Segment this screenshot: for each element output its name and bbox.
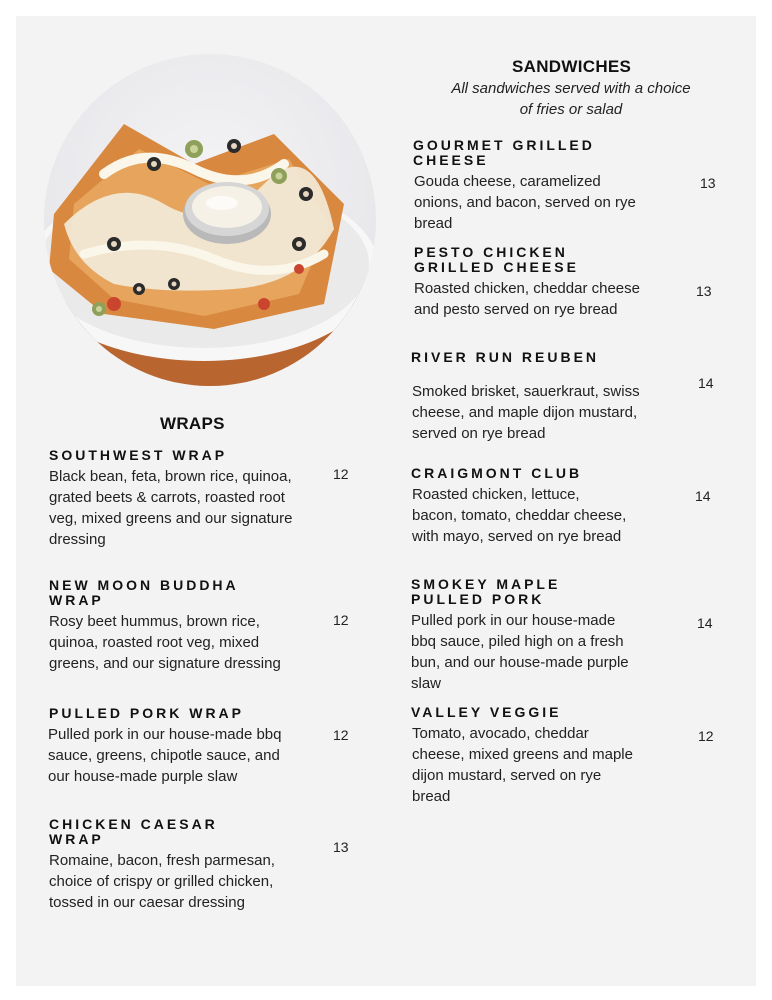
menu-item [49, 578, 359, 674]
menu-item [413, 138, 728, 234]
menu-page [16, 16, 756, 986]
item-name: RIVER RUN REUBEN [411, 349, 600, 365]
item-price: 14 [695, 488, 711, 504]
menu-item [414, 245, 729, 320]
item-description: Roasted chicken, lettuce, bacon, tomato, cheddar cheese, with mayo, served on rye bread [412, 486, 627, 545]
item-description: Rosy beet hummus, brown rice, quinoa, roasted root veg, mixed greens, and our signature dressing [49, 613, 281, 672]
nachos-photo [44, 54, 376, 386]
item-name: SMOKEY MAPLE PULLED PORK [411, 576, 561, 607]
item-name: PULLED PORK WRAP [49, 705, 244, 721]
item-description: Roasted chicken, cheddar cheese and pesto served on rye bread [414, 280, 640, 318]
item-name: NEW MOON BUDDHA WRAP [49, 577, 239, 608]
item-price: 12 [333, 466, 349, 482]
sandwiches-subtitle [416, 78, 726, 120]
item-price: 13 [333, 839, 349, 855]
item-name: VALLEY VEGGIE [411, 704, 562, 720]
item-description: Romaine, bacon, fresh parmesan, choice of crispy or grilled chicken, tossed in our caesar dressing [49, 852, 275, 911]
item-price: 13 [696, 283, 712, 299]
item-description: Pulled pork in our house-made bbq sauce, piled high on a fresh bun, and our house-made purple slaw [411, 612, 629, 692]
item-name: PESTO CHICKEN GRILLED CHEESE [414, 244, 579, 275]
sandwiches-subtitle-line2: of fries or salad [519, 101, 623, 118]
nachos-illustration [44, 54, 376, 386]
item-description: Gouda cheese, caramelized onions, and bacon, served on rye bread [414, 173, 636, 232]
menu-item [411, 466, 726, 547]
item-price: 14 [697, 615, 713, 631]
menu-item [49, 706, 359, 787]
menu-item [49, 817, 359, 913]
menu-item [411, 705, 726, 807]
menu-item [49, 448, 359, 550]
item-description: Black bean, feta, brown rice, quinoa, grated beets & carrots, roasted root veg, mixed greens and our signature dressing [49, 468, 293, 548]
item-name: SOUTHWEST WRAP [49, 447, 228, 463]
item-name: GOURMET GRILLED CHEESE [413, 137, 595, 168]
menu-item [411, 350, 726, 444]
item-name: CRAIGMONT CLUB [411, 465, 583, 481]
item-price: 14 [698, 375, 714, 391]
item-price: 13 [700, 175, 716, 191]
menu-item [411, 577, 726, 694]
item-price: 12 [698, 728, 714, 744]
sandwiches-title: SANDWICHES [512, 57, 632, 76]
item-description: Smoked brisket, sauerkraut, swiss cheese, and maple dijon mustard, served on rye bread [412, 383, 640, 442]
item-price: 12 [333, 727, 349, 743]
item-description: Pulled pork in our house-made bbq sauce, greens, chipotle sauce, and our house-made purple slaw [48, 726, 282, 785]
item-description: Tomato, avocado, cheddar cheese, mixed greens and maple dijon mustard, served on rye bread [412, 725, 633, 805]
sandwiches-subtitle-line1: All sandwiches served with a choice [451, 80, 691, 97]
item-price: 12 [333, 612, 349, 628]
item-name: CHICKEN CAESAR WRAP [49, 816, 218, 847]
wraps-title: WRAPS [160, 414, 225, 433]
